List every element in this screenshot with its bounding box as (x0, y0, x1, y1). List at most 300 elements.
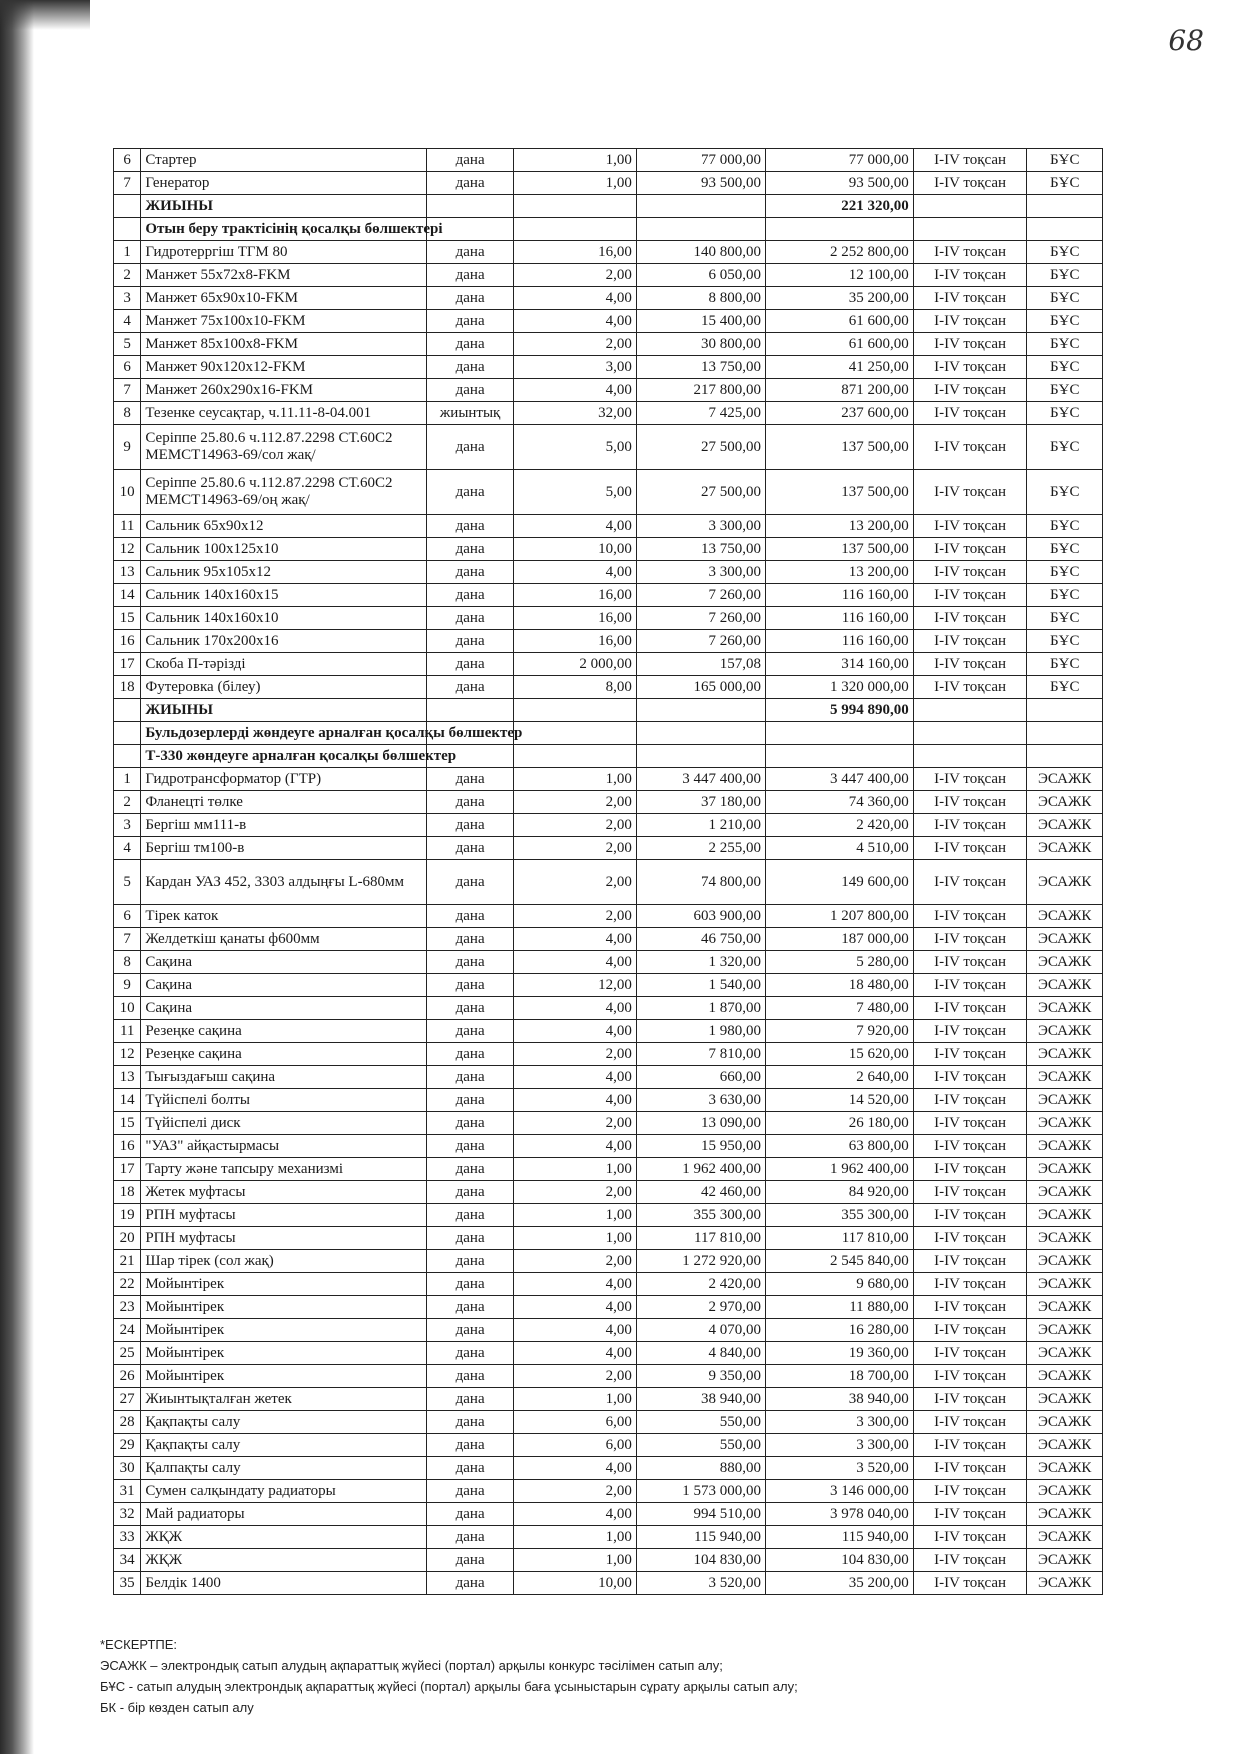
unit-cell: дана (426, 241, 514, 264)
unit-price-cell: 2 970,00 (636, 1296, 765, 1319)
row-number-cell: 17 (114, 1158, 141, 1181)
total-amount-cell: 355 300,00 (766, 1204, 914, 1227)
procurement-method-cell: ЭСАЖК (1027, 1181, 1103, 1204)
unit-price-cell: 3 630,00 (636, 1089, 765, 1112)
total-amount-cell: 41 250,00 (766, 356, 914, 379)
item-name-cell: Сальник 140х160х15 (141, 584, 427, 607)
total-amount-cell: 4 510,00 (766, 837, 914, 860)
row-number-cell: 22 (114, 1273, 141, 1296)
procurement-method-cell: ЭСАЖК (1027, 1112, 1103, 1135)
procurement-method-cell: ЭСАЖК (1027, 1020, 1103, 1043)
procurement-method-cell: ЭСАЖК (1027, 1158, 1103, 1181)
table-row (114, 1572, 1103, 1595)
period-cell: I-IV тоқсан (913, 1572, 1027, 1595)
procurement-method-cell: ЭСАЖК (1027, 814, 1103, 837)
quantity-cell: 4,00 (514, 951, 637, 974)
unit-price-cell: 1 540,00 (636, 974, 765, 997)
unit-cell: дана (426, 379, 514, 402)
quantity-cell: 2,00 (514, 264, 637, 287)
row-number-cell: 8 (114, 951, 141, 974)
table-row (114, 1250, 1103, 1273)
row-number-cell: 16 (114, 630, 141, 653)
item-name-cell: ЖИЫНЫ (141, 195, 427, 218)
quantity-cell: 4,00 (514, 287, 637, 310)
total-amount-cell: 3 146 000,00 (766, 1480, 914, 1503)
quantity-cell: 16,00 (514, 584, 637, 607)
period-cell: I-IV тоқсан (913, 951, 1027, 974)
total-amount-cell: 16 280,00 (766, 1319, 914, 1342)
row-number-cell (114, 722, 141, 745)
unit-cell: дана (426, 951, 514, 974)
unit-price-cell: 3 300,00 (636, 515, 765, 538)
unit-price-cell: 4 840,00 (636, 1342, 765, 1365)
row-number-cell: 9 (114, 974, 141, 997)
total-amount-cell: 12 100,00 (766, 264, 914, 287)
procurement-method-cell: ЭСАЖК (1027, 1342, 1103, 1365)
unit-price-cell: 7 260,00 (636, 607, 765, 630)
unit-price-cell: 13 090,00 (636, 1112, 765, 1135)
item-name-cell: Манжет 85х100х8-FKM (141, 333, 427, 356)
total-amount-cell: 2 420,00 (766, 814, 914, 837)
quantity-cell: 2,00 (514, 791, 637, 814)
quantity-cell: 4,00 (514, 928, 637, 951)
procurement-method-cell: БҰС (1027, 379, 1103, 402)
period-cell: I-IV тоқсан (913, 584, 1027, 607)
unit-cell: дана (426, 676, 514, 699)
item-name-cell: Мойынтірек (141, 1365, 427, 1388)
row-number-cell: 14 (114, 1089, 141, 1112)
total-amount-cell: 5 994 890,00 (766, 699, 914, 722)
table-row (114, 607, 1103, 630)
total-amount-cell: 2 252 800,00 (766, 241, 914, 264)
item-name-cell: Жиынтықталған жетек (141, 1388, 427, 1411)
unit-price-cell: 7 260,00 (636, 630, 765, 653)
total-amount-cell: 117 810,00 (766, 1227, 914, 1250)
row-number-cell: 1 (114, 241, 141, 264)
total-amount-cell: 18 700,00 (766, 1365, 914, 1388)
total-amount-cell: 314 160,00 (766, 653, 914, 676)
total-amount-cell: 2 545 840,00 (766, 1250, 914, 1273)
period-cell (913, 745, 1027, 768)
total-amount-cell: 13 200,00 (766, 561, 914, 584)
quantity-cell: 5,00 (514, 470, 637, 515)
unit-cell: дана (426, 356, 514, 379)
total-amount-cell: 84 920,00 (766, 1181, 914, 1204)
unit-cell: дана (426, 768, 514, 791)
row-number-cell: 18 (114, 1181, 141, 1204)
period-cell: I-IV тоқсан (913, 1227, 1027, 1250)
total-amount-cell: 38 940,00 (766, 1388, 914, 1411)
item-name-cell: Скоба П-тәрізді (141, 653, 427, 676)
period-cell: I-IV тоқсан (913, 653, 1027, 676)
total-amount-cell: 11 880,00 (766, 1296, 914, 1319)
item-name-cell: РПН муфтасы (141, 1204, 427, 1227)
procurement-method-cell: ЭСАЖК (1027, 791, 1103, 814)
unit-price-cell: 880,00 (636, 1457, 765, 1480)
quantity-cell: 4,00 (514, 1066, 637, 1089)
procurement-method-cell: ЭСАЖК (1027, 1549, 1103, 1572)
unit-price-cell: 1 870,00 (636, 997, 765, 1020)
quantity-cell: 16,00 (514, 241, 637, 264)
row-number-cell: 4 (114, 837, 141, 860)
unit-cell: дана (426, 607, 514, 630)
unit-price-cell: 115 940,00 (636, 1526, 765, 1549)
total-amount-cell: 61 600,00 (766, 310, 914, 333)
period-cell: I-IV тоқсан (913, 1526, 1027, 1549)
quantity-cell (514, 218, 637, 241)
period-cell: I-IV тоқсан (913, 149, 1027, 172)
item-name-cell: Манжет 260х290х16-FKM (141, 379, 427, 402)
item-name-cell: Сальник 170х200х16 (141, 630, 427, 653)
item-name-cell: Сальник 95х105х12 (141, 561, 427, 584)
table-row (114, 860, 1103, 905)
period-cell: I-IV тоқсан (913, 1342, 1027, 1365)
procurement-method-cell: БҰС (1027, 630, 1103, 653)
table-row (114, 515, 1103, 538)
unit-price-cell: 550,00 (636, 1411, 765, 1434)
period-cell: I-IV тоқсан (913, 1273, 1027, 1296)
table-row (114, 1204, 1103, 1227)
table-row (114, 310, 1103, 333)
item-name-cell: Сумен салқындату радиаторы (141, 1480, 427, 1503)
period-cell: I-IV тоқсан (913, 837, 1027, 860)
item-name-cell: Қақпақты салу (141, 1411, 427, 1434)
item-name-cell: Тірек каток (141, 905, 427, 928)
item-name-cell: Мойынтірек (141, 1296, 427, 1319)
unit-cell: дана (426, 653, 514, 676)
unit-cell: дана (426, 1549, 514, 1572)
table-row (114, 356, 1103, 379)
total-amount-cell: 116 160,00 (766, 630, 914, 653)
item-name-cell: Мойынтірек (141, 1273, 427, 1296)
period-cell: I-IV тоқсан (913, 310, 1027, 333)
quantity-cell: 4,00 (514, 1273, 637, 1296)
row-number-cell: 3 (114, 287, 141, 310)
unit-cell: дана (426, 333, 514, 356)
quantity-cell: 2,00 (514, 860, 637, 905)
scan-edge-shadow (0, 0, 34, 1754)
period-cell: I-IV тоқсан (913, 470, 1027, 515)
item-name-cell: Сальник 140х160х10 (141, 607, 427, 630)
item-name-cell: Стартер (141, 149, 427, 172)
unit-cell: дана (426, 1411, 514, 1434)
unit-price-cell: 1 210,00 (636, 814, 765, 837)
note-line-esazhk: ЭСАЖК – электрондық сатып алудың ақпараттық жүйесі (портал) арқылы конкурс тәсілімен сатып алу; (100, 1658, 723, 1673)
total-amount-cell: 5 280,00 (766, 951, 914, 974)
unit-price-cell: 8 800,00 (636, 287, 765, 310)
total-amount-cell: 137 500,00 (766, 425, 914, 470)
procurement-method-cell: ЭСАЖК (1027, 1089, 1103, 1112)
row-number-cell: 33 (114, 1526, 141, 1549)
item-name-cell: Отын беру трактісінің қосалқы бөлшектері (141, 218, 427, 241)
item-name-cell: "УАЗ" айқастырмасы (141, 1135, 427, 1158)
period-cell: I-IV тоқсан (913, 1158, 1027, 1181)
unit-price-cell: 27 500,00 (636, 425, 765, 470)
unit-price-cell: 1 962 400,00 (636, 1158, 765, 1181)
procurement-method-cell: ЭСАЖК (1027, 905, 1103, 928)
item-name-cell: РПН муфтасы (141, 1227, 427, 1250)
total-amount-cell: 3 978 040,00 (766, 1503, 914, 1526)
row-number-cell: 21 (114, 1250, 141, 1273)
item-name-cell: Май радиаторы (141, 1503, 427, 1526)
procurement-method-cell: БҰС (1027, 287, 1103, 310)
unit-cell: дана (426, 1089, 514, 1112)
unit-price-cell: 1 573 000,00 (636, 1480, 765, 1503)
section-row (114, 195, 1103, 218)
procurement-method-cell: БҰС (1027, 402, 1103, 425)
procurement-method-cell: ЭСАЖК (1027, 1319, 1103, 1342)
unit-price-cell: 6 050,00 (636, 264, 765, 287)
table-row (114, 928, 1103, 951)
item-name-cell: Мойынтірек (141, 1319, 427, 1342)
item-name-cell: Тарту және тапсыру механизмі (141, 1158, 427, 1181)
row-number-cell: 14 (114, 584, 141, 607)
total-amount-cell: 104 830,00 (766, 1549, 914, 1572)
quantity-cell: 1,00 (514, 1227, 637, 1250)
table-row (114, 538, 1103, 561)
total-amount-cell: 3 447 400,00 (766, 768, 914, 791)
table-row (114, 974, 1103, 997)
period-cell: I-IV тоқсан (913, 1549, 1027, 1572)
item-name-cell: Мойынтірек (141, 1342, 427, 1365)
row-number-cell (114, 195, 141, 218)
procurement-method-cell: БҰС (1027, 676, 1103, 699)
row-number-cell: 7 (114, 928, 141, 951)
quantity-cell (514, 699, 637, 722)
period-cell: I-IV тоқсан (913, 607, 1027, 630)
unit-price-cell: 46 750,00 (636, 928, 765, 951)
row-number-cell: 4 (114, 310, 141, 333)
unit-cell: дана (426, 1434, 514, 1457)
procurement-method-cell: БҰС (1027, 653, 1103, 676)
row-number-cell: 11 (114, 515, 141, 538)
notes-heading: *ЕСКЕРТПЕ: (100, 1637, 178, 1652)
row-number-cell: 31 (114, 1480, 141, 1503)
quantity-cell: 1,00 (514, 1388, 637, 1411)
note-line-bus: БҰС - сатып алудың электрондық ақпараттық жүйесі (портал) арқылы баға ұсыныстарын сұрату арқылы сатып алу; (100, 1679, 798, 1694)
item-name-cell: Сақина (141, 974, 427, 997)
unit-cell: дана (426, 287, 514, 310)
quantity-cell: 2,00 (514, 837, 637, 860)
row-number-cell: 10 (114, 470, 141, 515)
total-amount-cell: 26 180,00 (766, 1112, 914, 1135)
total-amount-cell (766, 745, 914, 768)
quantity-cell: 10,00 (514, 538, 637, 561)
row-number-cell: 10 (114, 997, 141, 1020)
period-cell: I-IV тоқсан (913, 1457, 1027, 1480)
procurement-method-cell: ЭСАЖК (1027, 997, 1103, 1020)
unit-cell: дана (426, 1480, 514, 1503)
table-row (114, 1388, 1103, 1411)
unit-cell: дана (426, 814, 514, 837)
total-amount-cell: 19 360,00 (766, 1342, 914, 1365)
total-amount-cell: 1 320 000,00 (766, 676, 914, 699)
total-amount-cell: 7 480,00 (766, 997, 914, 1020)
item-name-cell: Кардан УАЗ 452, 3303 алдыңғы L-680мм (141, 860, 427, 905)
procurement-method-cell: ЭСАЖК (1027, 1043, 1103, 1066)
total-amount-cell: 237 600,00 (766, 402, 914, 425)
row-number-cell: 3 (114, 814, 141, 837)
quantity-cell: 8,00 (514, 676, 637, 699)
unit-price-cell: 42 460,00 (636, 1181, 765, 1204)
row-number-cell: 11 (114, 1020, 141, 1043)
unit-price-cell: 1 272 920,00 (636, 1250, 765, 1273)
total-amount-cell: 221 320,00 (766, 195, 914, 218)
total-amount-cell: 93 500,00 (766, 172, 914, 195)
unit-cell: дана (426, 561, 514, 584)
table-row (114, 172, 1103, 195)
table-body (114, 149, 1103, 1595)
unit-cell: дана (426, 264, 514, 287)
period-cell: I-IV тоқсан (913, 974, 1027, 997)
quantity-cell: 2,00 (514, 1181, 637, 1204)
table-row (114, 1273, 1103, 1296)
quantity-cell: 1,00 (514, 1204, 637, 1227)
row-number-cell (114, 218, 141, 241)
table-row (114, 791, 1103, 814)
period-cell (913, 218, 1027, 241)
item-name-cell: Сақина (141, 951, 427, 974)
unit-price-cell: 104 830,00 (636, 1549, 765, 1572)
total-amount-cell: 63 800,00 (766, 1135, 914, 1158)
item-name-cell: Тезенке сеусақтар, ч.11.11-8-04.001 (141, 402, 427, 425)
period-cell: I-IV тоқсан (913, 1204, 1027, 1227)
period-cell: I-IV тоқсан (913, 1135, 1027, 1158)
row-number-cell: 25 (114, 1342, 141, 1365)
unit-price-cell: 660,00 (636, 1066, 765, 1089)
item-name-cell: Манжет 65х90х10-FKM (141, 287, 427, 310)
table-row (114, 1411, 1103, 1434)
procurement-method-cell: БҰС (1027, 584, 1103, 607)
row-number-cell: 12 (114, 538, 141, 561)
unit-cell: жиынтық (426, 402, 514, 425)
total-amount-cell: 1 962 400,00 (766, 1158, 914, 1181)
procurement-method-cell: ЭСАЖК (1027, 1503, 1103, 1526)
period-cell: I-IV тоқсан (913, 1112, 1027, 1135)
table-row (114, 1112, 1103, 1135)
table-row (114, 1066, 1103, 1089)
procurement-method-cell (1027, 745, 1103, 768)
row-number-cell: 6 (114, 356, 141, 379)
quantity-cell: 2,00 (514, 814, 637, 837)
total-amount-cell: 74 360,00 (766, 791, 914, 814)
period-cell: I-IV тоқсан (913, 791, 1027, 814)
row-number-cell: 35 (114, 1572, 141, 1595)
unit-cell: дана (426, 1572, 514, 1595)
unit-cell: дана (426, 1227, 514, 1250)
table-row (114, 1503, 1103, 1526)
row-number-cell: 20 (114, 1227, 141, 1250)
section-row (114, 218, 1103, 241)
total-amount-cell: 35 200,00 (766, 1572, 914, 1595)
item-name-cell: Манжет 75х100х10-FKM (141, 310, 427, 333)
period-cell: I-IV тоқсан (913, 538, 1027, 561)
unit-cell: дана (426, 425, 514, 470)
item-name-cell: Бергіш тм100-в (141, 837, 427, 860)
period-cell: I-IV тоқсан (913, 630, 1027, 653)
quantity-cell: 2,00 (514, 1043, 637, 1066)
unit-price-cell: 93 500,00 (636, 172, 765, 195)
unit-price-cell (636, 722, 765, 745)
item-name-cell: Манжет 90х120х12-FKM (141, 356, 427, 379)
item-name-cell: ЖҚЖ (141, 1549, 427, 1572)
unit-cell: дана (426, 1181, 514, 1204)
quantity-cell: 4,00 (514, 1457, 637, 1480)
table-row (114, 379, 1103, 402)
procurement-method-cell: ЭСАЖК (1027, 1273, 1103, 1296)
unit-cell: дана (426, 1526, 514, 1549)
row-number-cell: 1 (114, 768, 141, 791)
period-cell: I-IV тоқсан (913, 1043, 1027, 1066)
period-cell: I-IV тоқсан (913, 928, 1027, 951)
table-row (114, 676, 1103, 699)
table-row (114, 333, 1103, 356)
unit-price-cell (636, 218, 765, 241)
item-name-cell: Желдеткіш қанаты ф600мм (141, 928, 427, 951)
procurement-method-cell: ЭСАЖК (1027, 1526, 1103, 1549)
quantity-cell: 3,00 (514, 356, 637, 379)
table-row (114, 1434, 1103, 1457)
item-name-cell: Резеңке сақина (141, 1043, 427, 1066)
quantity-cell: 10,00 (514, 1572, 637, 1595)
table-row (114, 768, 1103, 791)
procurement-method-cell: ЭСАЖК (1027, 1480, 1103, 1503)
item-name-cell: Тығыздағыш сақина (141, 1066, 427, 1089)
procurement-method-cell: ЭСАЖК (1027, 1388, 1103, 1411)
unit-price-cell: 4 070,00 (636, 1319, 765, 1342)
quantity-cell: 2,00 (514, 1112, 637, 1135)
unit-cell: дана (426, 1020, 514, 1043)
period-cell: I-IV тоқсан (913, 264, 1027, 287)
quantity-cell: 2,00 (514, 333, 637, 356)
unit-cell: дана (426, 1204, 514, 1227)
item-name-cell: Сальник 65х90х12 (141, 515, 427, 538)
total-amount-cell: 1 207 800,00 (766, 905, 914, 928)
quantity-cell: 1,00 (514, 1158, 637, 1181)
row-number-cell: 17 (114, 653, 141, 676)
unit-price-cell: 355 300,00 (636, 1204, 765, 1227)
unit-cell: дана (426, 1066, 514, 1089)
spare-parts-table (113, 148, 1103, 1595)
procurement-method-cell (1027, 699, 1103, 722)
item-name-cell: Резеңке сақина (141, 1020, 427, 1043)
quantity-cell (514, 745, 637, 768)
row-number-cell: 6 (114, 905, 141, 928)
procurement-method-cell: БҰС (1027, 241, 1103, 264)
quantity-cell: 1,00 (514, 172, 637, 195)
total-amount-cell: 2 640,00 (766, 1066, 914, 1089)
procurement-method-cell: ЭСАЖК (1027, 1250, 1103, 1273)
unit-price-cell (636, 745, 765, 768)
unit-price-cell: 7 425,00 (636, 402, 765, 425)
row-number-cell: 2 (114, 264, 141, 287)
table-row (114, 1227, 1103, 1250)
row-number-cell: 13 (114, 561, 141, 584)
table-row (114, 630, 1103, 653)
unit-price-cell: 1 980,00 (636, 1020, 765, 1043)
quantity-cell: 6,00 (514, 1411, 637, 1434)
unit-cell: дана (426, 1296, 514, 1319)
quantity-cell: 1,00 (514, 1549, 637, 1572)
procurement-method-cell: ЭСАЖК (1027, 837, 1103, 860)
item-name-cell: Генератор (141, 172, 427, 195)
unit-price-cell: 3 447 400,00 (636, 768, 765, 791)
row-number-cell: 34 (114, 1549, 141, 1572)
quantity-cell: 2,00 (514, 1365, 637, 1388)
unit-cell: дана (426, 149, 514, 172)
period-cell: I-IV тоқсан (913, 1480, 1027, 1503)
item-name-cell: Бульдозерлерді жөндеуге арналған қосалқы бөлшектер (141, 722, 427, 745)
